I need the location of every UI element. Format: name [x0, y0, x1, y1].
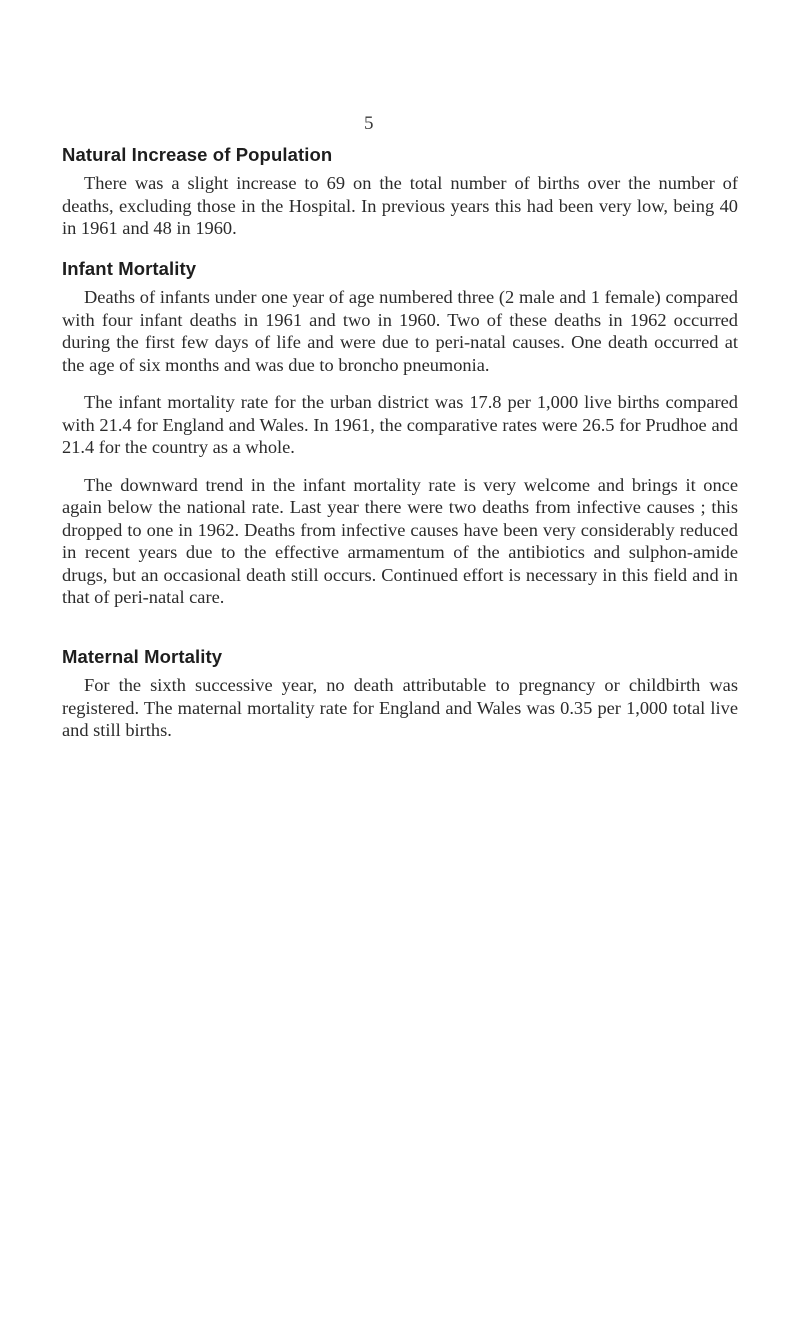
page-number: 5	[364, 113, 374, 134]
section-infant-mortality	[62, 257, 738, 609]
paragraph: Deaths of infants under one year of age numbered three (2 male and 1 female) compared with four infant deaths in 1961 and two in 1960. Two of these deaths in 1962 occurred during the first few days of life and were due to peri-natal causes. One death occurred at the age of six months and was due to broncho pneumonia.	[62, 287, 738, 375]
section-maternal-mortality	[62, 645, 738, 742]
section-heading: Infant Mortality	[62, 258, 197, 279]
paragraph: The infant mortality rate for the urban district was 17.8 per 1,000 live births compared with 21.4 for England and Wales. In 1961, the comparative rates were 26.5 for Prudhoe and 21.4 for the country as a whole.	[62, 392, 738, 457]
section-heading: Maternal Mortality	[62, 646, 223, 667]
section-heading: Natural Increase of Population	[62, 144, 333, 165]
section-natural-increase	[62, 143, 738, 240]
paragraph: The downward trend in the infant mortality rate is very welcome and brings it once again below the national rate. Last year there were two deaths from infective causes ; this dropped to one in 1962. Deaths from infective causes have been very considerably reduced in recent years due to the effective armamentum of the antibiotics and sulphon-amide drugs, but an occasional death still occurs. Continued effort is necessary in this field and in that of peri-natal care.	[62, 474, 738, 607]
paragraph: There was a slight increase to 69 on the total number of births over the number of deaths, excluding those in the Hospital. In previous years this had been very low, being 40 in 1961 and 48 in 1960.	[62, 173, 738, 238]
paragraph: For the sixth successive year, no death attributable to pregnancy or childbirth was registered. The maternal mortality rate for England and Wales was 0.35 per 1,000 total live and still births.	[62, 675, 738, 740]
